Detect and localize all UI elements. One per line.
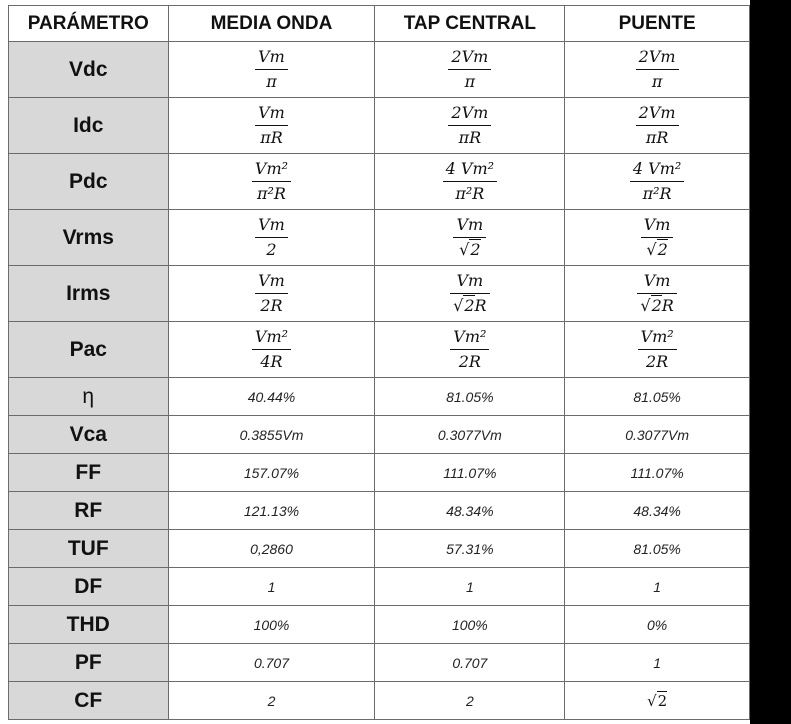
fraction xyxy=(638,327,677,372)
denominator xyxy=(637,294,676,316)
parameter-label: Vrms xyxy=(9,210,169,266)
fraction xyxy=(453,215,486,260)
value-text: 100% xyxy=(253,616,290,633)
value-cell-puente xyxy=(565,42,750,98)
value-cell-media-onda xyxy=(168,492,375,530)
table-row xyxy=(9,530,750,568)
table-row xyxy=(9,454,750,492)
table-row xyxy=(9,322,750,378)
value-cell-puente xyxy=(565,266,750,322)
value-cell-tap-central xyxy=(375,606,565,644)
denominator: 2 xyxy=(266,240,277,259)
table-row xyxy=(9,416,750,454)
table-row xyxy=(9,644,750,682)
value-cell-tap-central xyxy=(375,644,565,682)
denominator xyxy=(453,238,486,260)
value-cell-puente xyxy=(565,98,750,154)
fraction xyxy=(255,47,288,92)
value-cell-media-onda xyxy=(168,530,375,568)
fraction xyxy=(255,215,288,260)
numerator: Vm xyxy=(453,215,486,238)
denominator: π xyxy=(464,72,476,91)
fraction xyxy=(450,327,489,372)
value-cell-media-onda xyxy=(168,454,375,492)
value-text: 0.707 xyxy=(452,654,488,671)
numerator: 2Vm xyxy=(448,103,491,126)
denominator: π²R xyxy=(642,184,672,203)
numerator: Vm xyxy=(450,271,489,294)
denominator-suffix: R xyxy=(474,296,487,315)
fraction xyxy=(443,159,497,204)
parameter-label: CF xyxy=(9,682,169,720)
value-text: 1 xyxy=(267,578,276,595)
denominator: π xyxy=(651,72,663,91)
value-text: 81.05% xyxy=(633,388,681,405)
table-row xyxy=(9,492,750,530)
value-text: 0.3855Vm xyxy=(239,426,304,443)
parameter-label: Vdc xyxy=(9,42,169,98)
value-text: 81.05% xyxy=(633,540,681,557)
value-text: 1 xyxy=(465,578,474,595)
value-cell-puente xyxy=(565,154,750,210)
denominator: 2R xyxy=(458,352,481,371)
parameter-label: FF xyxy=(9,454,169,492)
value-text: 2 xyxy=(465,692,474,709)
value-text: 0.707 xyxy=(253,654,289,671)
header-row xyxy=(9,6,750,42)
value-cell-puente xyxy=(565,378,750,416)
value-cell-media-onda xyxy=(168,568,375,606)
sqrt-symbol: √ xyxy=(459,240,470,259)
value-cell-media-onda xyxy=(168,322,375,378)
denominator: π xyxy=(266,72,277,91)
fraction xyxy=(252,159,291,204)
value-text: 111.07% xyxy=(630,464,684,481)
numerator: 2Vm xyxy=(448,47,491,70)
parameter-label: Pac xyxy=(9,322,169,378)
parameter-label: Idc xyxy=(9,98,169,154)
value-cell-tap-central xyxy=(375,154,565,210)
denominator: πR xyxy=(645,128,669,147)
value-cell-tap-central xyxy=(375,568,565,606)
value-cell-media-onda xyxy=(168,606,375,644)
value-text: 81.05% xyxy=(446,388,494,405)
table-row xyxy=(9,42,750,98)
denominator: π²R xyxy=(455,184,485,203)
numerator: 2Vm xyxy=(636,47,679,70)
table-body xyxy=(9,42,750,720)
value-cell-tap-central xyxy=(375,530,565,568)
value-text: 121.13% xyxy=(243,502,300,519)
rectifier-parameters-table xyxy=(8,5,750,720)
table-row xyxy=(9,682,750,720)
denominator: πR xyxy=(260,128,283,147)
numerator: Vm² xyxy=(450,327,489,350)
value-cell-puente xyxy=(565,568,750,606)
table-row xyxy=(9,98,750,154)
numerator: 2Vm xyxy=(636,103,679,126)
fraction xyxy=(448,103,491,148)
radicand: 2 xyxy=(657,240,668,259)
parameter-label: DF xyxy=(9,568,169,606)
value-cell-puente xyxy=(565,644,750,682)
fraction xyxy=(255,103,288,148)
radicand: 2 xyxy=(464,296,475,315)
parameter-label: RF xyxy=(9,492,169,530)
numerator: Vm xyxy=(255,215,288,238)
parameter-label: TUF xyxy=(9,530,169,568)
table-row xyxy=(9,378,750,416)
value-cell-media-onda xyxy=(168,644,375,682)
radicand: 2 xyxy=(470,240,481,259)
value-text: 1 xyxy=(653,578,662,595)
parameter-label: Vca xyxy=(9,416,169,454)
numerator: Vm xyxy=(637,271,676,294)
value-text: 40.44% xyxy=(247,388,296,405)
fraction xyxy=(636,47,679,92)
fraction xyxy=(641,215,674,260)
value-cell-puente xyxy=(565,416,750,454)
parameter-label: THD xyxy=(9,606,169,644)
value-text: 0.3077Vm xyxy=(437,426,502,443)
value-text: 48.34% xyxy=(446,502,494,519)
numerator: Vm² xyxy=(638,327,677,350)
denominator xyxy=(641,238,674,260)
numerator: Vm xyxy=(255,47,288,70)
numerator: Vm xyxy=(255,271,288,294)
value-cell-media-onda xyxy=(168,378,375,416)
parameter-label: PF xyxy=(9,644,169,682)
header-tap-central: TAP CENTRAL xyxy=(375,6,565,42)
sqrt-symbol: √ xyxy=(647,691,657,710)
value-cell-puente xyxy=(565,606,750,644)
value-cell-tap-central xyxy=(375,378,565,416)
fraction xyxy=(255,271,288,316)
table-row xyxy=(9,154,750,210)
table-row xyxy=(9,210,750,266)
value-cell-tap-central xyxy=(375,492,565,530)
table-row xyxy=(9,606,750,644)
sqrt-symbol: √ xyxy=(453,296,464,315)
radicand: 2 xyxy=(657,691,668,710)
value-cell-tap-central xyxy=(375,322,565,378)
numerator: Vm² xyxy=(252,159,291,182)
value-cell-puente xyxy=(565,492,750,530)
value-cell-media-onda xyxy=(168,416,375,454)
fraction xyxy=(448,47,491,92)
value-cell-puente xyxy=(565,530,750,568)
value-cell-tap-central xyxy=(375,210,565,266)
value-cell-tap-central xyxy=(375,266,565,322)
sqrt-value xyxy=(647,691,667,710)
fraction xyxy=(636,103,679,148)
header-media-onda: MEDIA ONDA xyxy=(168,6,375,42)
value-cell-tap-central xyxy=(375,98,565,154)
header-parametro: PARÁMETRO xyxy=(9,6,169,42)
value-cell-puente xyxy=(565,682,750,720)
parameter-label: η xyxy=(9,378,169,416)
value-cell-puente xyxy=(565,210,750,266)
fraction xyxy=(637,271,676,316)
value-text: 1 xyxy=(653,654,662,671)
sqrt-symbol: √ xyxy=(646,240,657,259)
numerator: Vm xyxy=(255,103,288,126)
numerator: Vm xyxy=(641,215,674,238)
value-cell-media-onda xyxy=(168,210,375,266)
value-cell-media-onda xyxy=(168,42,375,98)
value-text: 0,2860 xyxy=(250,540,293,557)
value-text: 48.34% xyxy=(633,502,681,519)
value-text: 111.07% xyxy=(443,464,497,481)
value-cell-tap-central xyxy=(375,42,565,98)
fraction xyxy=(450,271,489,316)
numerator: 4 Vm² xyxy=(630,159,684,182)
numerator: 4 Vm² xyxy=(443,159,497,182)
table-row xyxy=(9,568,750,606)
fraction xyxy=(252,327,291,372)
denominator: πR xyxy=(458,128,482,147)
table-row xyxy=(9,266,750,322)
denominator: 2R xyxy=(260,296,283,315)
value-cell-puente xyxy=(565,454,750,492)
parameter-label: Pdc xyxy=(9,154,169,210)
value-cell-media-onda xyxy=(168,154,375,210)
denominator xyxy=(450,294,489,316)
sqrt-symbol: √ xyxy=(640,296,651,315)
value-text: 100% xyxy=(451,616,488,633)
value-cell-tap-central xyxy=(375,682,565,720)
value-cell-media-onda xyxy=(168,266,375,322)
denominator: 2R xyxy=(646,352,669,371)
value-text: 157.07% xyxy=(243,464,300,481)
value-cell-tap-central xyxy=(375,454,565,492)
header-puente: PUENTE xyxy=(565,6,750,42)
value-cell-tap-central xyxy=(375,416,565,454)
fraction xyxy=(630,159,684,204)
denominator: 4R xyxy=(260,352,283,371)
value-text: 2 xyxy=(267,692,276,709)
value-text: 0.3077Vm xyxy=(625,426,690,443)
value-cell-media-onda xyxy=(168,682,375,720)
value-text: 57.31% xyxy=(446,540,494,557)
numerator: Vm² xyxy=(252,327,291,350)
radicand: 2 xyxy=(651,296,662,315)
value-cell-media-onda xyxy=(168,98,375,154)
value-cell-puente xyxy=(565,322,750,378)
denominator: π²R xyxy=(256,184,286,203)
value-text: 0% xyxy=(647,616,668,633)
denominator-suffix: R xyxy=(661,296,674,315)
parameter-label: Irms xyxy=(9,266,169,322)
